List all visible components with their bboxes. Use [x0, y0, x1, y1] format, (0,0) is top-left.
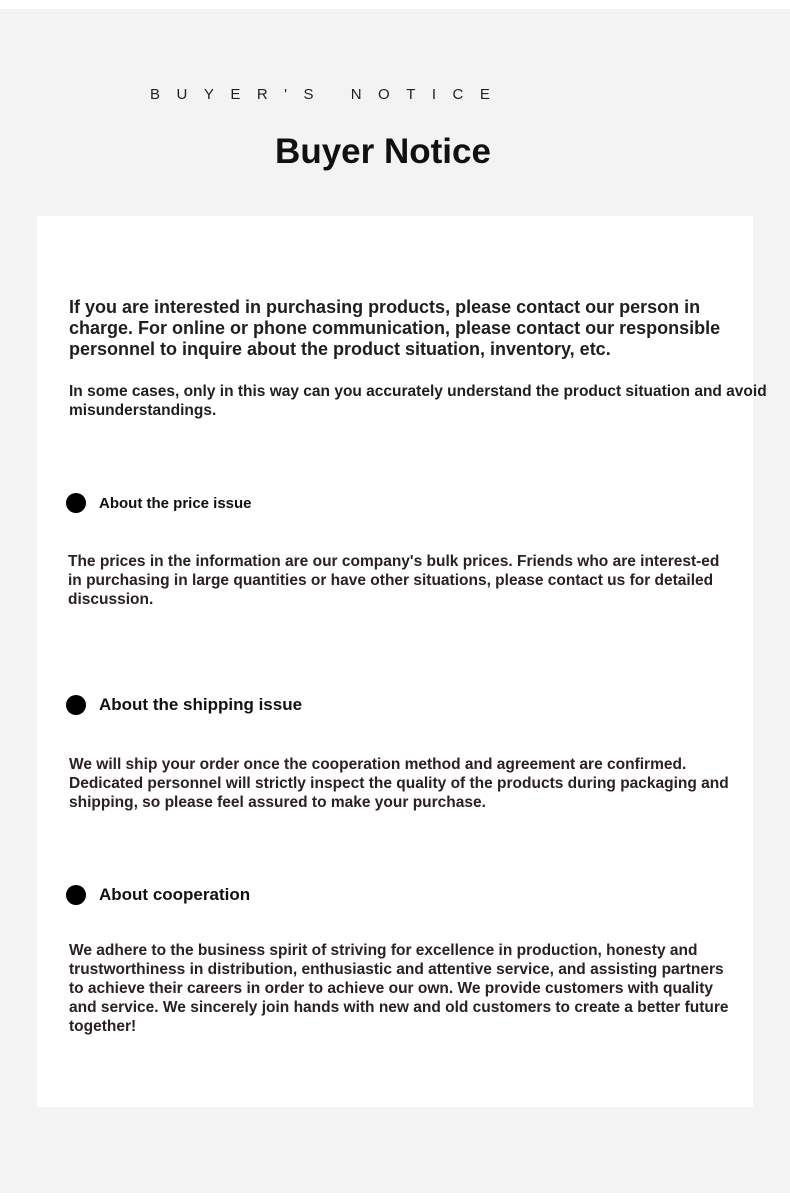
- price-section-title: About the price issue: [99, 494, 252, 512]
- cooperation-section-title: About cooperation: [99, 885, 251, 904]
- shipping-section-title: About the shipping issue: [99, 695, 303, 714]
- intro-body-text: In some cases, only in this way can you accurately understand the product situation and avoid misunderstandings.: [69, 383, 767, 419]
- shipping-section-header: [66, 694, 302, 716]
- intro-lead-text: If you are interested in purchasing products, please contact our person in charge. For online or phone communication, please contact our responsible personnel to inquire about the product situation, inventory, etc.: [69, 297, 721, 359]
- price-section-header: [66, 492, 252, 514]
- cooperation-section-header: [66, 884, 250, 906]
- shipping-section-body: We will ship your order once the cooperation method and agreement are confirmed. Dedicated personnel will strictly inspect the quality of the products during packaging and shipping, so please feel assured to make your purchase.: [69, 756, 729, 811]
- bullet-icon: [66, 493, 86, 513]
- eyebrow-label: BUYER'S NOTICE: [150, 86, 507, 103]
- page-title: Buyer Notice: [275, 132, 491, 171]
- cooperation-section-body: We adhere to the business spirit of striving for excellence in production, honesty and trustworthiness in distribution, enthusiastic and attentive service, and assisting partners to achieve their careers in order to achieve our own. We provide customers with quality and service. We sincerely join hands with new and old customers to create a better future together!: [69, 942, 729, 1035]
- bullet-icon: [66, 695, 86, 715]
- price-section-body: The prices in the information are our company's bulk prices. Friends who are interest-ed in purchasing in large quantities or have other situations, please contact us for detailed discussion.: [68, 553, 720, 608]
- bullet-icon: [66, 885, 86, 905]
